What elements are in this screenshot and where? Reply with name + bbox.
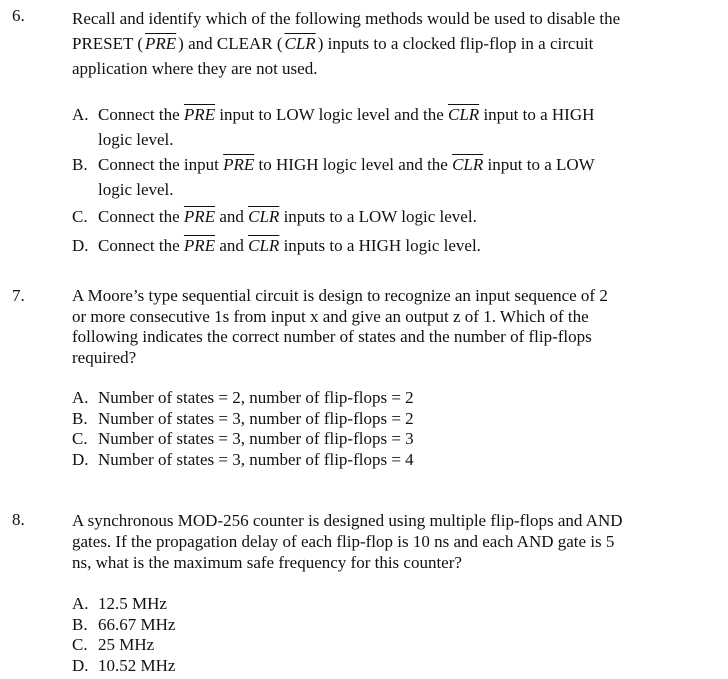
option-text: Connect the input <box>98 155 219 174</box>
option-a[interactable] <box>72 594 175 615</box>
option-text: inputs to a HIGH logic level. <box>283 236 481 255</box>
option-text: and <box>219 207 244 226</box>
option-text: Number of states = 2, number of flip-flops = 2 <box>98 388 414 407</box>
option-letter: B. <box>72 155 88 174</box>
stem-line: ns, what is the maximum safe frequency for this counter? <box>72 553 462 572</box>
option-text: input to a LOW <box>487 155 595 174</box>
option-text: input to a HIGH <box>483 105 595 124</box>
stem-line: following indicates the correct number of states and the number of flip-flops <box>72 327 592 346</box>
option-c[interactable] <box>72 429 414 450</box>
option-text: Number of states = 3, number of flip-flops = 2 <box>98 408 414 428</box>
stem-line: or more consecutive 1s from input x and give an output z of 1. Which of the <box>72 306 589 326</box>
option-text: Connect the <box>98 105 180 124</box>
option-letter: A. <box>72 594 89 613</box>
option-letter: C. <box>72 635 88 654</box>
answer-options <box>72 102 595 258</box>
stem-line: gates. If the propagation delay of each flip-flop is 10 ns and each AND gate is 5 <box>72 532 615 551</box>
pre-signal-label: $\overline{PRE}$ <box>145 34 177 53</box>
option-a[interactable] <box>72 102 595 127</box>
option-text: Number of states = 3, number of flip-flops = 3 <box>98 429 414 448</box>
pre-signal-label: $\overline{PRE}$ <box>183 207 216 226</box>
option-letter: C. <box>72 207 88 226</box>
option-c[interactable] <box>72 635 175 656</box>
question-number: 8. <box>12 510 25 529</box>
option-text: inputs to a LOW logic level. <box>283 207 477 226</box>
question-number: 7. <box>12 286 25 305</box>
pre-signal-label: $\overline{PRE}$ <box>183 236 216 255</box>
option-b[interactable] <box>72 409 414 430</box>
stem-text: PRESET ( <box>72 34 144 53</box>
option-letter: C. <box>72 429 88 448</box>
option-letter: B. <box>72 408 88 428</box>
question-stem <box>72 6 654 81</box>
option-b[interactable] <box>72 615 175 636</box>
stem-line: A Moore’s type sequential circuit is design to recognize an input sequence of 2 <box>72 286 608 305</box>
option-c[interactable] <box>72 204 595 229</box>
answer-options <box>72 594 175 676</box>
stem-text: ) inputs to a clocked flip-flop in a circuit <box>317 34 594 53</box>
option-a-continuation: logic level. <box>98 130 174 149</box>
option-text: Connect the <box>98 207 180 226</box>
option-b-continuation: logic level. <box>98 180 174 199</box>
option-letter: D. <box>72 236 89 255</box>
pre-signal-label: $\overline{PRE}$ <box>223 155 255 174</box>
clr-signal-label: $\overline{CLR}$ <box>448 105 480 124</box>
option-d[interactable] <box>72 233 595 258</box>
option-text: 12.5 MHz <box>98 594 167 613</box>
clr-signal-label: $\overline{CLR}$ <box>248 207 280 226</box>
stem-line: A synchronous MOD-256 counter is designed using multiple flip-flops and AND <box>72 511 623 530</box>
option-text: to HIGH logic level and the <box>258 155 448 174</box>
option-letter: D. <box>72 655 89 675</box>
option-text: 10.52 MHz <box>98 655 176 675</box>
question-stem <box>72 286 654 368</box>
option-d[interactable] <box>72 450 414 471</box>
stem-text: ) and CLEAR ( <box>178 34 283 53</box>
option-text: 25 MHz <box>98 635 155 654</box>
option-text: Number of states = 3, number of flip-flops = 4 <box>98 449 414 469</box>
option-letter: B. <box>72 614 88 634</box>
option-b[interactable] <box>72 152 595 177</box>
stem-line: required? <box>72 347 137 367</box>
option-letter: D. <box>72 449 89 469</box>
stem-line: application where they are not used. <box>72 59 318 78</box>
option-a[interactable] <box>72 388 414 409</box>
option-d[interactable] <box>72 656 175 677</box>
option-text: and <box>219 236 244 255</box>
clr-signal-label: $\overline{CLR}$ <box>284 34 316 53</box>
option-letter: A. <box>72 388 89 407</box>
clr-signal-label: $\overline{CLR}$ <box>248 236 280 255</box>
option-text: Connect the <box>98 236 180 255</box>
stem-line: Recall and identify which of the following methods would be used to disable the <box>72 9 621 28</box>
option-text: input to LOW logic level and the <box>219 105 444 124</box>
pre-signal-label: $\overline{PRE}$ <box>183 105 216 124</box>
clr-signal-label: $\overline{CLR}$ <box>452 155 484 174</box>
option-letter: A. <box>72 105 89 124</box>
stem-line <box>72 31 654 56</box>
option-text: 66.67 MHz <box>98 614 176 634</box>
answer-options <box>72 388 414 470</box>
question-stem <box>72 510 654 573</box>
question-number: 6. <box>12 6 25 25</box>
